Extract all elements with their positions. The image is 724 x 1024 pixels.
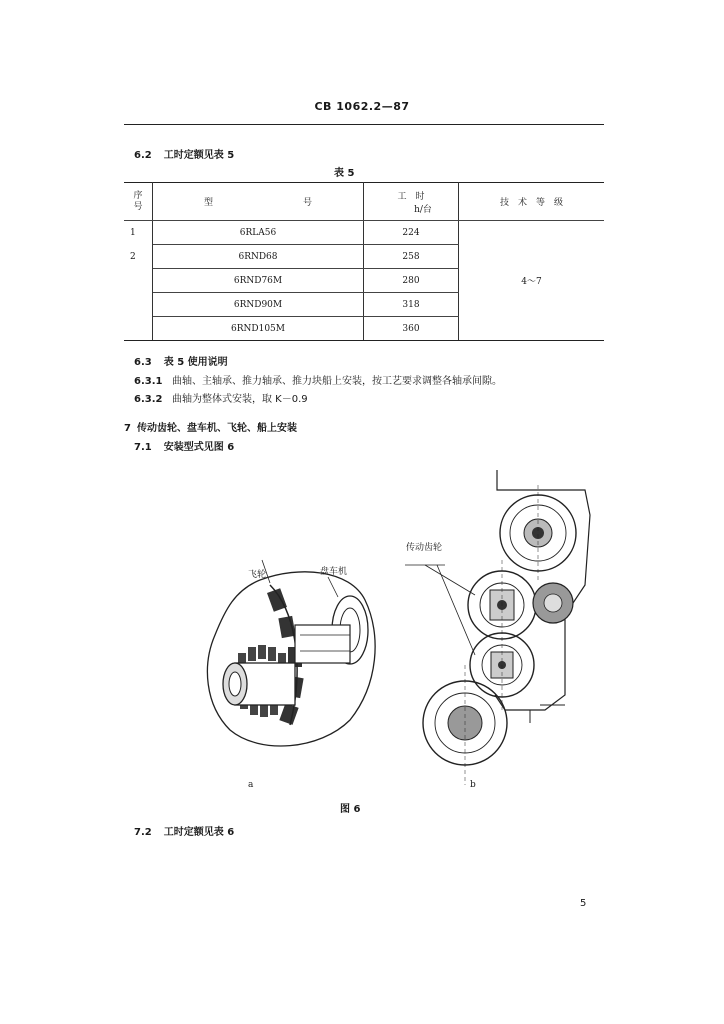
figure6-sub-a: a <box>248 780 254 790</box>
table5 <box>124 182 604 341</box>
table5-caption: 表 5 <box>334 168 355 179</box>
row5-seq <box>124 317 153 341</box>
row3-model: 6RND76M <box>153 269 364 293</box>
label-drive-gear: 传动齿轮 <box>406 543 443 553</box>
section-6-3 <box>134 353 228 368</box>
row1-seq: 1 <box>124 221 153 245</box>
th-hours <box>364 183 459 221</box>
figure6-sub-b: b <box>470 780 476 790</box>
label-turning-gear: 盘车机 <box>320 567 348 577</box>
section-7-num: 7 <box>124 423 131 434</box>
row5-model: 6RND105M <box>153 317 364 341</box>
row2-seq: 2 <box>124 245 153 269</box>
section-7-1-num: 7.1 <box>134 442 152 453</box>
row2-hours: 258 <box>364 245 459 269</box>
item-6-3-2-text: 曲轴为整体式安装，取 K－0.9 <box>172 394 308 405</box>
row1-model: 6RLA56 <box>153 221 364 245</box>
th-hours-top: 工 时 <box>397 191 425 202</box>
page-number: 5 <box>580 898 587 909</box>
standard-code: CB 1062.2—87 <box>314 100 410 113</box>
row4-hours: 318 <box>364 293 459 317</box>
section-7 <box>124 419 297 434</box>
figure6b-drawing <box>405 465 605 785</box>
header-rule <box>124 124 604 125</box>
section-6-2 <box>134 146 234 161</box>
item-6-3-1-text: 曲轴、主轴承、推力轴承、推力块船上安装，按工艺要求调整各轴承间隙。 <box>172 376 502 387</box>
th-grade: 技 术 等 级 <box>459 183 605 221</box>
grade-cell: 4～7 <box>459 221 605 341</box>
item-6-3-1 <box>134 372 604 387</box>
figure6a-drawing <box>200 555 390 755</box>
section-6-3-num: 6.3 <box>134 357 152 368</box>
section-6-2-num: 6.2 <box>134 150 152 161</box>
item-6-3-1-num: 6.3.1 <box>134 376 163 387</box>
figure6-caption: 图 6 <box>340 804 361 815</box>
row5-hours: 360 <box>364 317 459 341</box>
label-flywheel: 飞轮 <box>248 570 267 580</box>
th-seq: 序号 <box>124 183 153 221</box>
section-7-2-title: 工时定额见表 6 <box>163 827 235 838</box>
th-hours-bottom: h/台 <box>414 204 432 215</box>
section-7-2 <box>134 823 234 838</box>
section-7-2-num: 7.2 <box>134 827 152 838</box>
th-model: 型 号 <box>153 183 364 221</box>
table-row <box>124 221 604 245</box>
row3-seq <box>124 269 153 293</box>
section-7-1 <box>134 438 234 453</box>
item-6-3-2-num: 6.3.2 <box>134 394 163 405</box>
row4-model: 6RND90M <box>153 293 364 317</box>
section-7-title: 传动齿轮、盘车机、飞轮、船上安装 <box>136 423 297 434</box>
item-6-3-2 <box>134 390 604 405</box>
row1-hours: 224 <box>364 221 459 245</box>
section-7-1-title: 安装型式见图 6 <box>163 442 235 453</box>
row2-model: 6RND68 <box>153 245 364 269</box>
row3-hours: 280 <box>364 269 459 293</box>
row4-seq <box>124 293 153 317</box>
section-6-3-title: 表 5 使用说明 <box>163 357 228 368</box>
section-6-2-title: 工时定额见表 5 <box>163 150 235 161</box>
